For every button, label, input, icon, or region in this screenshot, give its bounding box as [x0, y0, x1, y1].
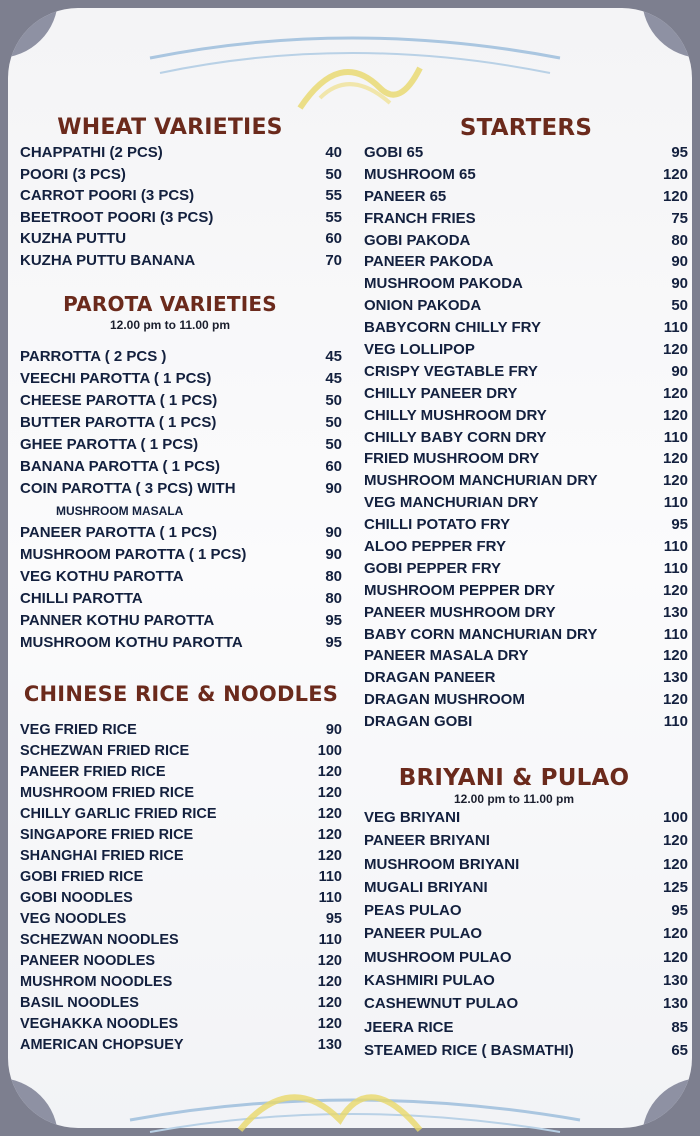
item-price: 110: [663, 713, 688, 731]
item-price: 120: [317, 1016, 342, 1032]
menu-item: [364, 361, 688, 383]
item-price: 120: [662, 691, 688, 709]
item-price: 110: [318, 932, 342, 948]
menu-item: [20, 142, 342, 164]
menu-item: [20, 250, 342, 272]
section-parota: [20, 290, 342, 654]
item-name: PANEER PULAO: [364, 925, 483, 943]
item-name: MUSHROOM MANCHURIAN DRY: [364, 472, 598, 490]
item-name: CHILLY GARLIC FRIED RICE: [20, 806, 217, 822]
item-price: 60: [325, 230, 342, 247]
item-name: MUSHROOM PAKODA: [364, 275, 523, 293]
item-price: 110: [663, 538, 688, 556]
menu-item: [20, 390, 342, 412]
menu-item: [20, 368, 342, 390]
menu-item: [364, 470, 688, 492]
item-price: 120: [317, 827, 342, 843]
item-name: SINGAPORE FRIED RICE: [20, 827, 194, 843]
item-price: 120: [662, 187, 688, 205]
item-name: VEG FRIED RICE: [20, 722, 137, 738]
item-name: POORI (3 PCS): [20, 165, 126, 183]
item-name: KASHMIRI PULAO: [364, 972, 495, 990]
item-price: 80: [325, 590, 342, 607]
menu-item: [20, 632, 342, 654]
item-name: ALOO PEPPER FRY: [364, 538, 506, 556]
menu-item: [364, 711, 688, 733]
item-price: 120: [317, 785, 342, 801]
item-name: KUZHA PUTTU: [20, 230, 127, 247]
section-title: PAROTA VARIETIES: [63, 292, 277, 316]
section-wheat: [20, 114, 342, 271]
bottom-ornament: [0, 1060, 700, 1136]
item-price: 110: [663, 559, 688, 577]
item-name: GHEE PAROTTA ( 1 PCS): [20, 436, 199, 453]
item-price: 120: [662, 165, 688, 183]
item-price: 50: [325, 392, 342, 409]
item-price: 120: [662, 406, 688, 424]
item-price: 60: [325, 458, 342, 475]
menu-item: [20, 720, 342, 741]
menu-item: [364, 602, 688, 624]
item-price: 45: [325, 370, 342, 387]
item-name: MUGALI BRIYANI: [364, 878, 488, 896]
item-price: 110: [663, 625, 688, 643]
menu-item: [364, 829, 688, 852]
item-list: [20, 720, 342, 1056]
item-name: JEERA RICE: [364, 1018, 454, 1036]
item-name: GOBI FRIED RICE: [20, 869, 144, 885]
item-name: PANEER MUSHROOM DRY: [364, 603, 556, 621]
item-name: VEG BRIYANI: [364, 809, 461, 826]
menu-item: [364, 992, 688, 1015]
item-name: BABYCORN CHILLY FRY: [364, 319, 541, 337]
menu-item: [20, 228, 342, 250]
item-name: SCHEZWAN FRIED RICE: [20, 743, 190, 759]
item-price: 55: [325, 208, 342, 226]
item-price: 85: [671, 1018, 688, 1036]
item-name: PANEER PAKODA: [364, 253, 494, 271]
item-price: 50: [325, 165, 342, 183]
item-price: 110: [663, 428, 688, 446]
item-price: 130: [662, 603, 688, 621]
item-price: 120: [317, 974, 342, 990]
menu-item: [364, 427, 688, 449]
menu-item: [20, 930, 342, 951]
menu-item: [364, 208, 688, 230]
item-price: 130: [317, 1037, 342, 1053]
item-price: 80: [325, 568, 342, 585]
menu-item: [20, 951, 342, 972]
item-price: 95: [671, 144, 688, 161]
item-name: BASIL NOODLES: [20, 995, 139, 1011]
item-name: GOBI PAKODA: [364, 231, 471, 249]
item-price: 80: [671, 231, 688, 249]
item-name: CASHEWNUT PULAO: [364, 995, 519, 1013]
menu-item: [364, 1016, 688, 1039]
item-list: [20, 346, 342, 654]
menu-item: [364, 251, 688, 273]
item-price: 75: [671, 209, 688, 227]
item-price: 70: [325, 251, 342, 269]
item-price: 95: [671, 516, 688, 534]
item-name: PANEER NOODLES: [20, 953, 156, 969]
item-name: VEG NOODLES: [20, 911, 127, 927]
menu-item: [20, 588, 342, 610]
item-name: SHANGHAI FRIED RICE: [20, 848, 184, 864]
item-name: BANANA PAROTTA ( 1 PCS): [20, 458, 220, 475]
item-name: SCHEZWAN NOODLES: [20, 932, 179, 948]
item-name: VEG LOLLIPOP: [364, 341, 475, 359]
item-price: 45: [325, 348, 342, 365]
item-price: 110: [318, 890, 342, 906]
item-price: 95: [325, 612, 342, 629]
section-briyani: [364, 764, 688, 1062]
menu-item: [20, 346, 342, 368]
item-name: STEAMED RICE ( BASMATHI): [364, 1041, 574, 1059]
menu-item: [20, 434, 342, 456]
menu-item: [20, 909, 342, 930]
item-price: 120: [317, 995, 342, 1011]
item-price: 125: [662, 878, 688, 896]
item-name: PANNER KOTHU PAROTTA: [20, 612, 215, 629]
item-price: 120: [662, 832, 688, 850]
menu-item: [20, 846, 342, 867]
menu-item: [20, 412, 342, 434]
menu-item: [364, 922, 688, 945]
item-name: MUSHROOM KOTHU PAROTTA: [20, 634, 243, 651]
menu-item: [364, 383, 688, 405]
item-price: 130: [662, 669, 688, 687]
menu-item: [364, 876, 688, 899]
menu-item: [364, 558, 688, 580]
item-name: PANEER 65: [364, 187, 447, 205]
item-name: VEG MANCHURIAN DRY: [364, 494, 539, 512]
item-price: 90: [671, 275, 688, 293]
menu-item: [364, 514, 688, 536]
menu-item: [364, 317, 688, 339]
menu-item: [20, 566, 342, 588]
item-name: MUSHROOM 65: [364, 165, 476, 183]
menu-item: [20, 185, 342, 207]
section-chinese: [20, 680, 342, 1056]
menu-item: [364, 492, 688, 514]
top-ornament: [0, 28, 700, 118]
item-price: 90: [325, 524, 342, 541]
item-price: 90: [671, 253, 688, 271]
item-list: [364, 142, 688, 733]
menu-item: [20, 741, 342, 762]
menu-item: [20, 1014, 342, 1035]
menu-item: [364, 580, 688, 602]
menu-item: [20, 544, 342, 566]
item-name: VEG KOTHU PAROTTA: [20, 568, 184, 585]
section-title: WHEAT VARIETIES: [57, 115, 283, 140]
menu-item: [364, 164, 688, 186]
item-name: GOBI PEPPER FRY: [364, 559, 501, 577]
item-name: FRANCH FRIES: [364, 209, 476, 227]
item-price: 130: [662, 995, 688, 1013]
menu-item: [364, 142, 688, 164]
item-price: 50: [671, 297, 688, 315]
item-name: KUZHA PUTTU BANANA: [20, 251, 196, 269]
section-title: BRIYANI & PULAO: [398, 765, 630, 791]
item-name: CHILLY MUSHROOM DRY: [364, 406, 547, 424]
menu-item: [20, 478, 342, 500]
item-name: MUSHROOM PEPPER DRY: [364, 581, 556, 599]
section-title: CHINESE RICE & NOODLES: [23, 682, 339, 706]
item-name: DRAGAN GOBI: [364, 713, 473, 731]
menu-item: [20, 456, 342, 478]
item-name: CHILLI PAROTTA: [20, 590, 143, 607]
item-price: 120: [662, 948, 688, 966]
item-price: 95: [671, 902, 688, 920]
menu-item: [20, 993, 342, 1014]
menu-item: [20, 610, 342, 632]
menu-item: [364, 899, 688, 922]
item-name: ONION PAKODA: [364, 297, 482, 315]
menu-item: [20, 867, 342, 888]
item-name: BUTTER PAROTTA ( 1 PCS): [20, 414, 217, 431]
item-price: 120: [662, 472, 688, 490]
item-name: MUSHROOM FRIED RICE: [20, 785, 194, 801]
item-name: CHEESE PAROTTA ( 1 PCS): [20, 392, 218, 409]
item-price: 110: [663, 494, 688, 512]
item-name: PANEER MASALA DRY: [364, 647, 529, 665]
section-timing: 12.00 pm to 11.00 pm: [453, 792, 575, 806]
menu-item: [20, 1035, 342, 1056]
menu-item: [364, 853, 688, 876]
item-name: PANEER BRIYANI: [364, 832, 490, 850]
item-price: 95: [325, 634, 342, 651]
menu-item: [364, 667, 688, 689]
item-name: CHAPPATHI (2 PCS): [20, 144, 163, 161]
item-name: BABY CORN MANCHURIAN DRY: [364, 625, 598, 643]
item-name: COIN PAROTTA ( 3 PCS) WITH: [20, 480, 236, 497]
item-price: 90: [671, 362, 688, 380]
menu-item: [364, 946, 688, 969]
item-name: CHILLI POTATO FRY: [364, 516, 511, 534]
item-price: 120: [662, 341, 688, 359]
item-name: CARROT POORI (3 PCS): [20, 187, 195, 204]
item-price: 130: [662, 972, 688, 990]
item-price: 90: [325, 480, 342, 497]
menu-item: [364, 536, 688, 558]
menu-item: [364, 405, 688, 427]
item-name: DRAGAN PANEER: [364, 669, 496, 687]
menu-item: [20, 522, 342, 544]
menu-item: [364, 230, 688, 252]
item-price: 100: [662, 809, 688, 826]
item-price: 40: [325, 144, 342, 161]
item-price: 65: [671, 1041, 688, 1059]
item-price: 55: [325, 187, 342, 204]
item-name: DRAGAN MUSHROOM: [364, 691, 525, 709]
item-name: MUSHROOM PULAO: [364, 948, 512, 966]
item-name: FRIED MUSHROOM DRY: [364, 450, 540, 468]
item-price: 100: [317, 743, 342, 759]
menu-item: [364, 645, 688, 667]
menu-item: [20, 207, 342, 229]
item-price: 90: [325, 722, 342, 738]
item-price: 120: [317, 848, 342, 864]
item-price: 120: [662, 581, 688, 599]
item-price: 120: [662, 647, 688, 665]
menu-item: [364, 295, 688, 317]
item-name: GOBI 65: [364, 144, 424, 161]
menu-item: [364, 689, 688, 711]
item-name: PANEER FRIED RICE: [20, 764, 166, 780]
menu-item: [20, 888, 342, 909]
item-price: 90: [325, 546, 342, 563]
menu-item: [364, 339, 688, 361]
item-name: MUSHROM NOODLES: [20, 974, 173, 990]
item-price: 120: [317, 806, 342, 822]
menu-item: [364, 186, 688, 208]
item-price: 120: [317, 953, 342, 969]
item-name: PEAS PULAO: [364, 902, 462, 920]
item-name: BEETROOT POORI (3 PCS): [20, 208, 214, 226]
menu-item: [364, 624, 688, 646]
item-price: 120: [317, 764, 342, 780]
menu-item: [364, 273, 688, 295]
menu-item: [20, 783, 342, 804]
section-starters: [364, 114, 688, 733]
item-price: 120: [662, 450, 688, 468]
menu-item: [20, 825, 342, 846]
item-name: PANEER PAROTTA ( 1 PCS): [20, 524, 217, 541]
item-name: VEGHAKKA NOODLES: [20, 1016, 179, 1032]
item-price: 50: [325, 436, 342, 453]
item-name: MUSHROOM BRIYANI: [364, 855, 520, 873]
item-price: 95: [325, 911, 342, 927]
item-name: GOBI NOODLES: [20, 890, 133, 906]
item-price: 110: [318, 869, 342, 885]
menu-item: [364, 806, 688, 829]
menu-item: [364, 1039, 688, 1062]
item-name: PARROTTA ( 2 PCS ): [20, 348, 167, 365]
item-name: CRISPY VEGTABLE FRY: [364, 362, 538, 380]
item-price: 120: [662, 855, 688, 873]
item-name: CHILLY BABY CORN DRY: [364, 428, 547, 446]
item-price: 50: [325, 414, 342, 431]
section-timing: 12.00 pm to 11.00 pm: [109, 318, 231, 332]
item-note: MUSHROOM MASALA: [56, 504, 184, 518]
item-name: MUSHROOM PAROTTA ( 1 PCS): [20, 546, 247, 563]
menu-item: [20, 762, 342, 783]
item-price: 120: [662, 384, 688, 402]
item-price: 110: [663, 319, 688, 337]
item-name: AMERICAN CHOPSUEY: [20, 1037, 184, 1053]
item-list: [364, 806, 688, 1062]
menu-item: [20, 804, 342, 825]
item-list: [20, 142, 342, 271]
section-title: STARTERS: [459, 115, 593, 141]
item-name: CHILLY PANEER DRY: [364, 384, 518, 402]
item-price: 120: [662, 925, 688, 943]
menu-item: [20, 972, 342, 993]
menu-item: [364, 969, 688, 992]
menu-item: [364, 448, 688, 470]
menu-item: [20, 164, 342, 186]
item-name: VEECHI PAROTTA ( 1 PCS): [20, 370, 212, 387]
